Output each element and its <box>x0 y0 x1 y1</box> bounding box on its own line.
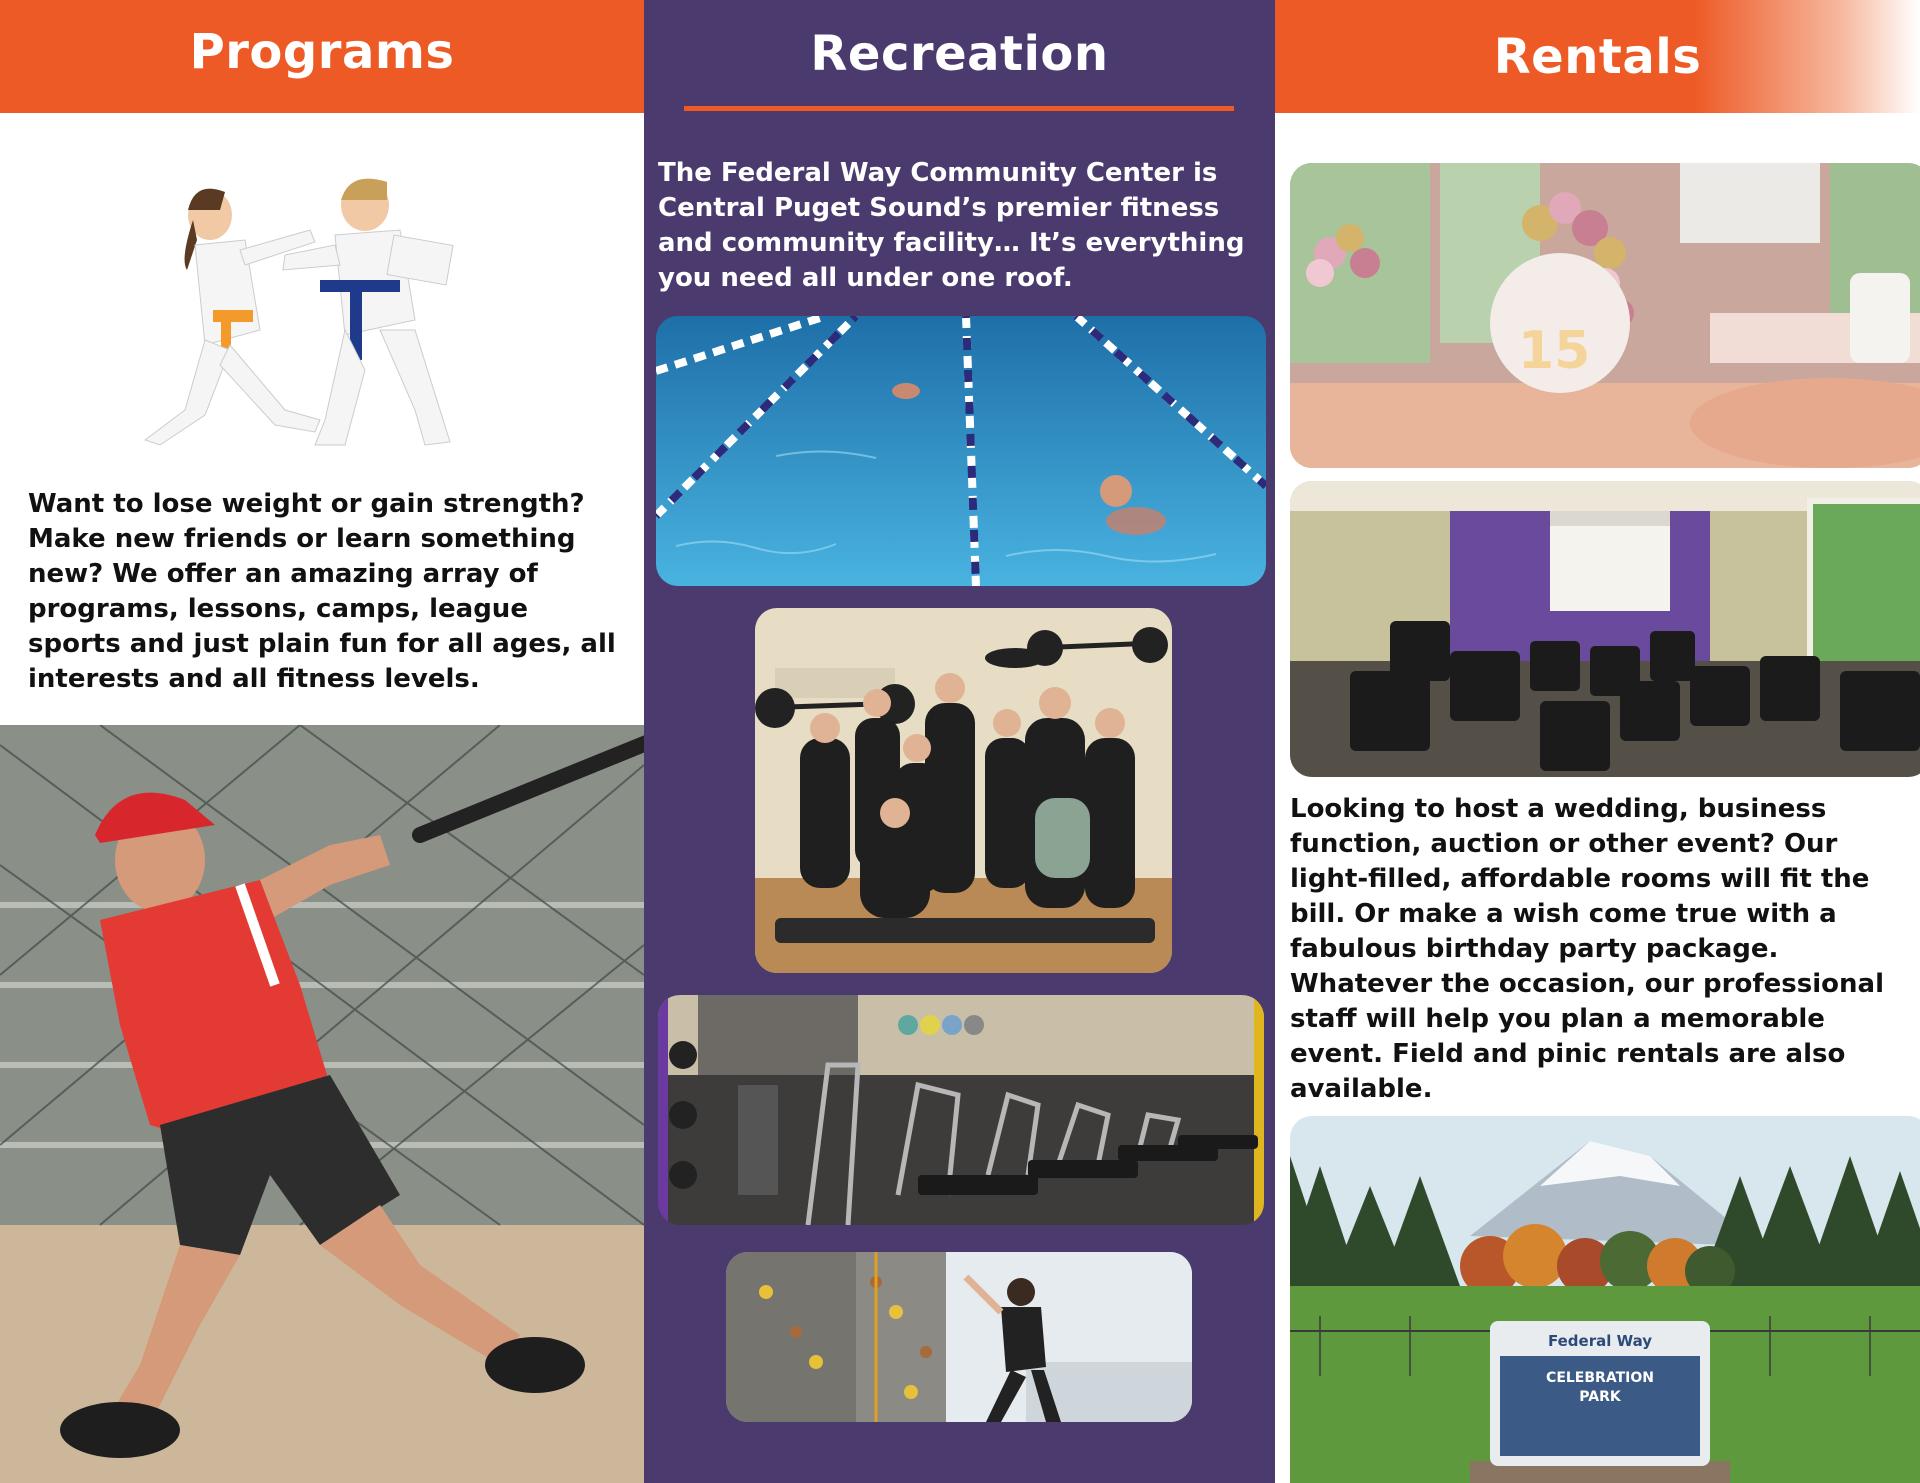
recreation-title: Recreation <box>810 26 1109 82</box>
rentals-title: Rentals <box>1493 28 1702 85</box>
park-sign-org: Federal Way <box>1547 1332 1653 1350</box>
programs-title: Programs <box>189 23 455 80</box>
gym-equipment-photo <box>658 995 1264 1225</box>
programs-column <box>0 0 644 1483</box>
meeting-room-photo <box>1290 481 1920 777</box>
rentals-header <box>1275 0 1920 113</box>
celebration-park-photo <box>1290 1116 1920 1483</box>
recreation-description: The Federal Way Community Center is Central Puget Sound’s premier fitness and community facility… It’s everything you need all under one roof. <box>658 158 1245 293</box>
recreation-column <box>644 0 1275 1483</box>
programs-description: Want to lose weight or gain strength? Make new friends or learn something new? We offer an amazing array of programs, lessons, camps, league sports and just plain fun for all ages, all interests and all fitness levels. <box>28 489 616 694</box>
rentals-column <box>1275 0 1920 1483</box>
climbing-wall-photo <box>726 1252 1192 1422</box>
softball-batter-photo <box>0 725 644 1483</box>
park-sign-line2: PARK <box>1579 1389 1621 1405</box>
party-number-sign: 15 <box>1518 321 1591 381</box>
programs-header <box>0 0 644 113</box>
recreation-title-underline <box>684 106 1234 111</box>
party-room-photo <box>1290 163 1920 468</box>
rentals-description: Looking to host a wedding, business function, auction or other event? Our light-filled, affordable rooms will fit the bill. Or make a wish come true with a fabulous birthday party package. Whatever the occasion, our professional staff will help you plan a memorable event. Field and pinic rentals are also available. <box>1290 794 1884 1104</box>
karate-kids-photo <box>125 170 495 460</box>
park-sign-line1: CELEBRATION <box>1546 1370 1654 1386</box>
swimming-pool-photo <box>656 316 1266 586</box>
fitness-class-photo <box>755 608 1172 973</box>
recreation-header <box>644 0 1275 113</box>
